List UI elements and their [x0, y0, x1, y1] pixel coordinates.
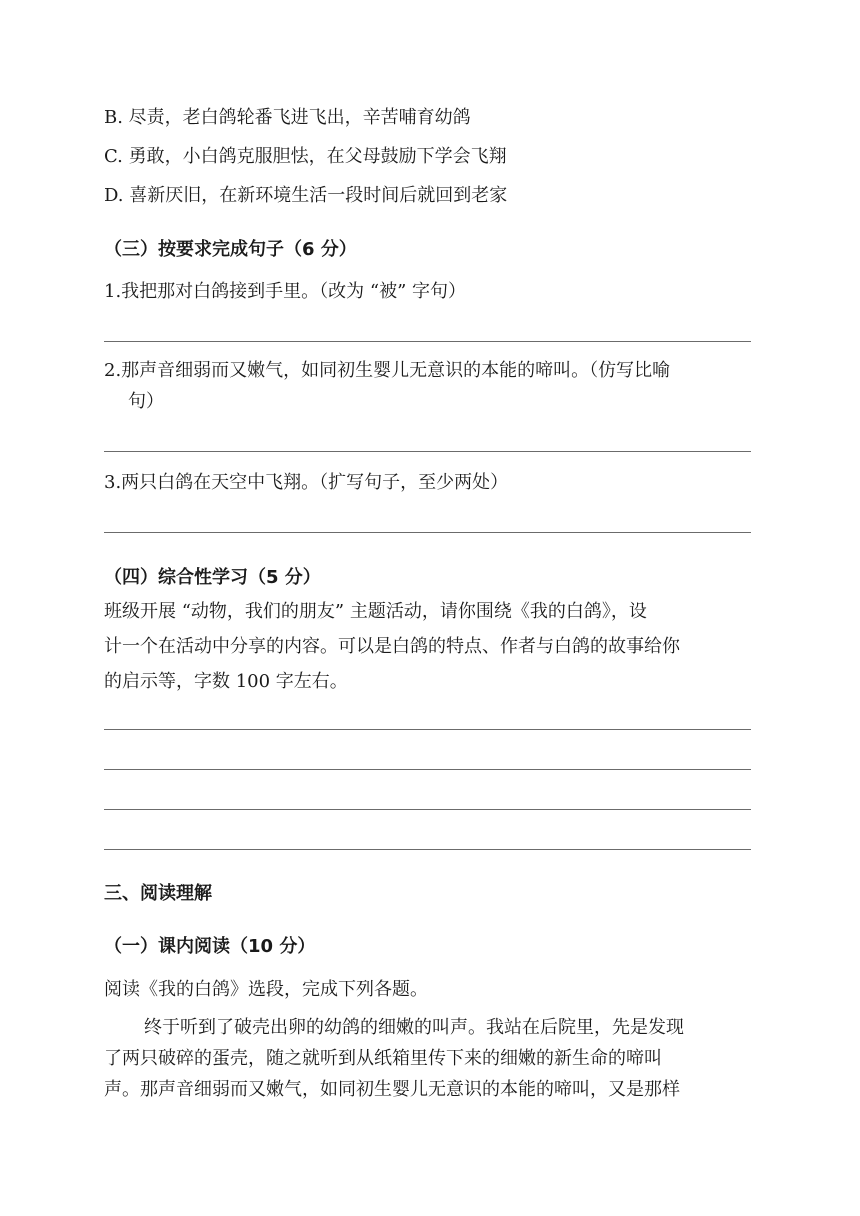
section3-heading: （三）按要求完成句子（6 分）	[104, 239, 357, 260]
question-2-line2: 句）	[128, 391, 164, 412]
reading-subheading: （一）课内阅读（10 分）	[104, 936, 316, 957]
question-3: 3.两只白鸽在天空中飞翔。（扩写句子，至少两处）	[104, 472, 509, 493]
reading-instruction: 阅读《我的白鸽》选段，完成下列各题。	[104, 979, 428, 1000]
section4-text-line: 计一个在活动中分享的内容。可以是白鸽的特点、作者与白鸽的故事给你	[104, 636, 680, 657]
writing-line[interactable]	[104, 809, 751, 810]
passage-line: 声。那声音细弱而又嫩气，如同初生婴儿无意识的本能的啼叫，又是那样	[104, 1079, 680, 1100]
section4-heading: （四）综合性学习（5 分）	[104, 567, 321, 588]
passage-line: 终于听到了破壳出卵的幼鸽的细嫩的叫声。我站在后院里，先是发现	[144, 1017, 684, 1038]
question-1: 1.我把那对白鸽接到手里。（改为 “被” 字句）	[104, 281, 467, 302]
question-2-line1: 2.那声音细弱而又嫩气，如同初生婴儿无意识的本能的啼叫。（仿写比喻	[104, 360, 671, 381]
answer-line-3[interactable]	[104, 532, 751, 533]
writing-line[interactable]	[104, 849, 751, 850]
part3-heading: 三、阅读理解	[104, 883, 212, 904]
writing-line[interactable]	[104, 769, 751, 770]
passage-line: 了两只破碎的蛋壳，随之就听到从纸箱里传下来的细嫩的新生命的啼叫	[104, 1048, 662, 1069]
writing-line[interactable]	[104, 729, 751, 730]
answer-line-2[interactable]	[104, 451, 751, 452]
option-b: B. 尽责，老白鸽轮番飞进飞出，辛苦哺育幼鸽	[104, 107, 471, 128]
answer-line-1[interactable]	[104, 341, 751, 342]
option-c: C. 勇敢，小白鸽克服胆怯，在父母鼓励下学会飞翔	[104, 146, 507, 167]
section4-text-line: 班级开展 “动物，我们的朋友” 主题活动，请你围绕《我的白鸽》，设	[104, 601, 647, 622]
option-d: D. 喜新厌旧，在新环境生活一段时间后就回到老家	[104, 185, 508, 206]
section4-text-line: 的启示等，字数 100 字左右。	[104, 671, 348, 692]
